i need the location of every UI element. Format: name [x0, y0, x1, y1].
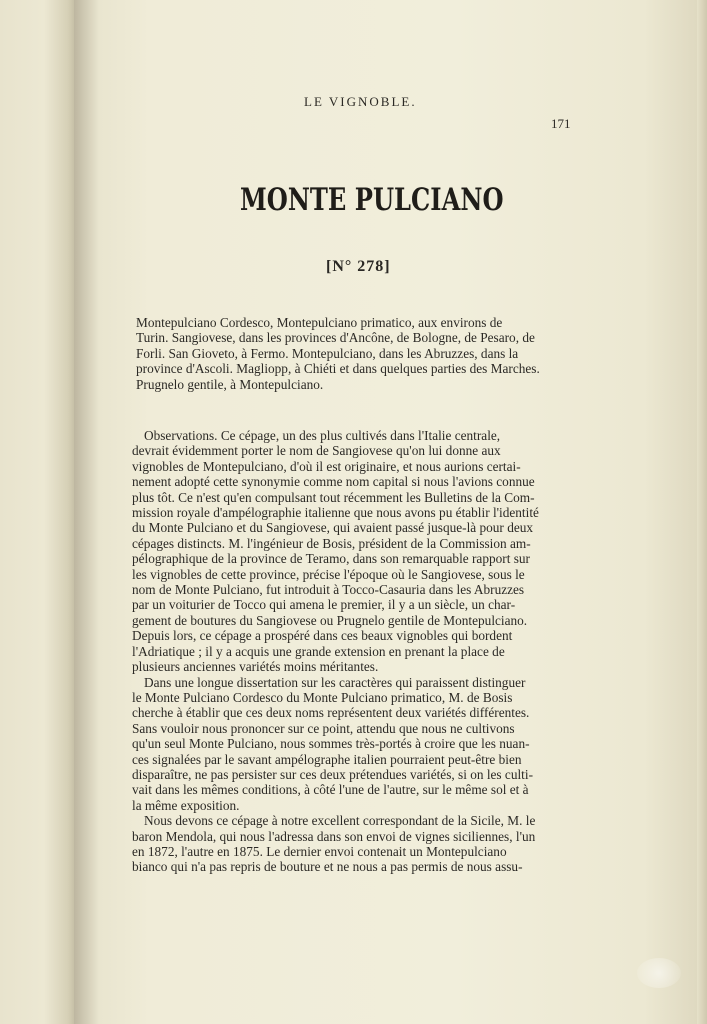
text-line: Prugnelo gentile, à Montepulciano. — [136, 376, 324, 392]
text-line: vait dans les mêmes conditions, à côté l'une de l'autre, sur le même sol et à — [132, 782, 529, 798]
text-line: l'Adriatique ; il y a acquis une grande extension en prenant la place de — [132, 643, 505, 659]
page-edge — [697, 0, 707, 1024]
paper-stain — [637, 958, 681, 988]
page-number: 171 — [551, 116, 571, 131]
text-line: nom de Monte Pulciano, fut introduit à Tocco-Casauria dans les Abruzzes — [132, 582, 525, 598]
text-line: disparaître, ne pas persister sur ces deux prétendues variétés, si on les culti- — [132, 766, 533, 782]
text-line: cépages distincts. M. l'ingénieur de Bosis, président de la Commission am- — [132, 535, 531, 551]
page-title: MONTE PULCIANO — [240, 182, 504, 218]
text-line: par un voiturier de Tocco qui amena le premier, il y a un siècle, un char- — [132, 597, 516, 613]
running-head: LE VIGNOBLE. — [304, 94, 417, 109]
book-page — [74, 0, 707, 1024]
text-line: les vignobles de cette province, précise l'époque où le Sangiovese, sous le — [132, 566, 525, 582]
text-line: en 1872, l'autre en 1875. Le dernier envoi contenait un Montepulciano — [132, 843, 507, 859]
text-line: province d'Ascoli. Magliopp, à Chiéti et dans quelques parties des Marches. — [136, 361, 540, 377]
text-line: Montepulciano Cordesco, Montepulciano primatico, aux environs de — [136, 315, 503, 330]
text-line: mission royale d'ampélographie italienne que nous avons pu établir l'identité — [132, 505, 539, 521]
text-line: ces signalées par le savant ampélographe italien pourraient peut-être bien — [132, 751, 522, 767]
text-line: pélographique de la province de Teramo, dans son remarquable rapport sur — [132, 551, 530, 567]
text-line: bianco qui n'a pas repris de bouture et ne nous a pas permis de nous assu- — [132, 859, 523, 875]
text-line: nement adopté cette synonymie comme nom capital si nous l'avions connue — [132, 474, 535, 490]
text-line: gement de boutures du Sangiovese ou Prugnelo gentile de Montepulciano. — [132, 612, 528, 628]
text-line: Nous devons ce cépage à notre excellent correspondant de la Sicile, M. le — [144, 813, 536, 829]
text-line: plus tôt. Ce n'est qu'en compulsant tout récemment les Bulletins de la Com- — [132, 489, 535, 505]
text-line: plusieurs anciennes variétés moins méritantes. — [132, 659, 379, 675]
synonyms-paragraph — [136, 315, 578, 392]
text-line: cherche à établir que ces deux noms représentent deux variétés différentes. — [132, 705, 530, 721]
text-line: devrait évidemment porter le nom de Sangiovese qu'on lui donne aux — [132, 443, 501, 459]
text-line: Observations. Ce cépage, un des plus cultivés dans l'Italie centrale, — [144, 428, 501, 443]
text-line: Forli. San Gioveto, à Fermo. Montepulciano, dans les Abruzzes, dans la — [136, 345, 519, 361]
text-line: Turin. Sangiovese, dans les provinces d'Ancône, de Bologne, de Pesaro, de — [136, 330, 535, 346]
text-line: du Monte Pulciano et du Sangiovese, qui avaient passé jusque-là pour deux — [132, 520, 534, 536]
text-line: qu'un seul Monte Pulciano, nous sommes très-portés à croire que les nuan- — [132, 736, 530, 752]
text-line: la même exposition. — [132, 797, 240, 813]
text-line: vignobles de Montepulciano, d'où il est originaire, et nous aurions certai- — [132, 458, 521, 474]
observations-text — [132, 428, 578, 875]
text-line: Dans une longue dissertation sur les caractères qui paraissent distinguer — [144, 674, 526, 690]
variety-number: [N° 278] — [326, 258, 391, 275]
text-line: baron Mendola, qui nous l'adressa dans son envoi de vignes siciliennes, l'un — [132, 828, 536, 844]
text-line: Depuis lors, ce cépage a prospéré dans ces beaux vignobles qui bordent — [132, 628, 513, 644]
text-line: le Monte Pulciano Cordesco du Monte Pulciano primatico, M. de Bosis — [132, 689, 513, 705]
left-page-margin — [0, 0, 80, 1024]
text-line: Sans vouloir nous prononcer sur ce point, attendu que nous ne cultivons — [132, 720, 515, 736]
